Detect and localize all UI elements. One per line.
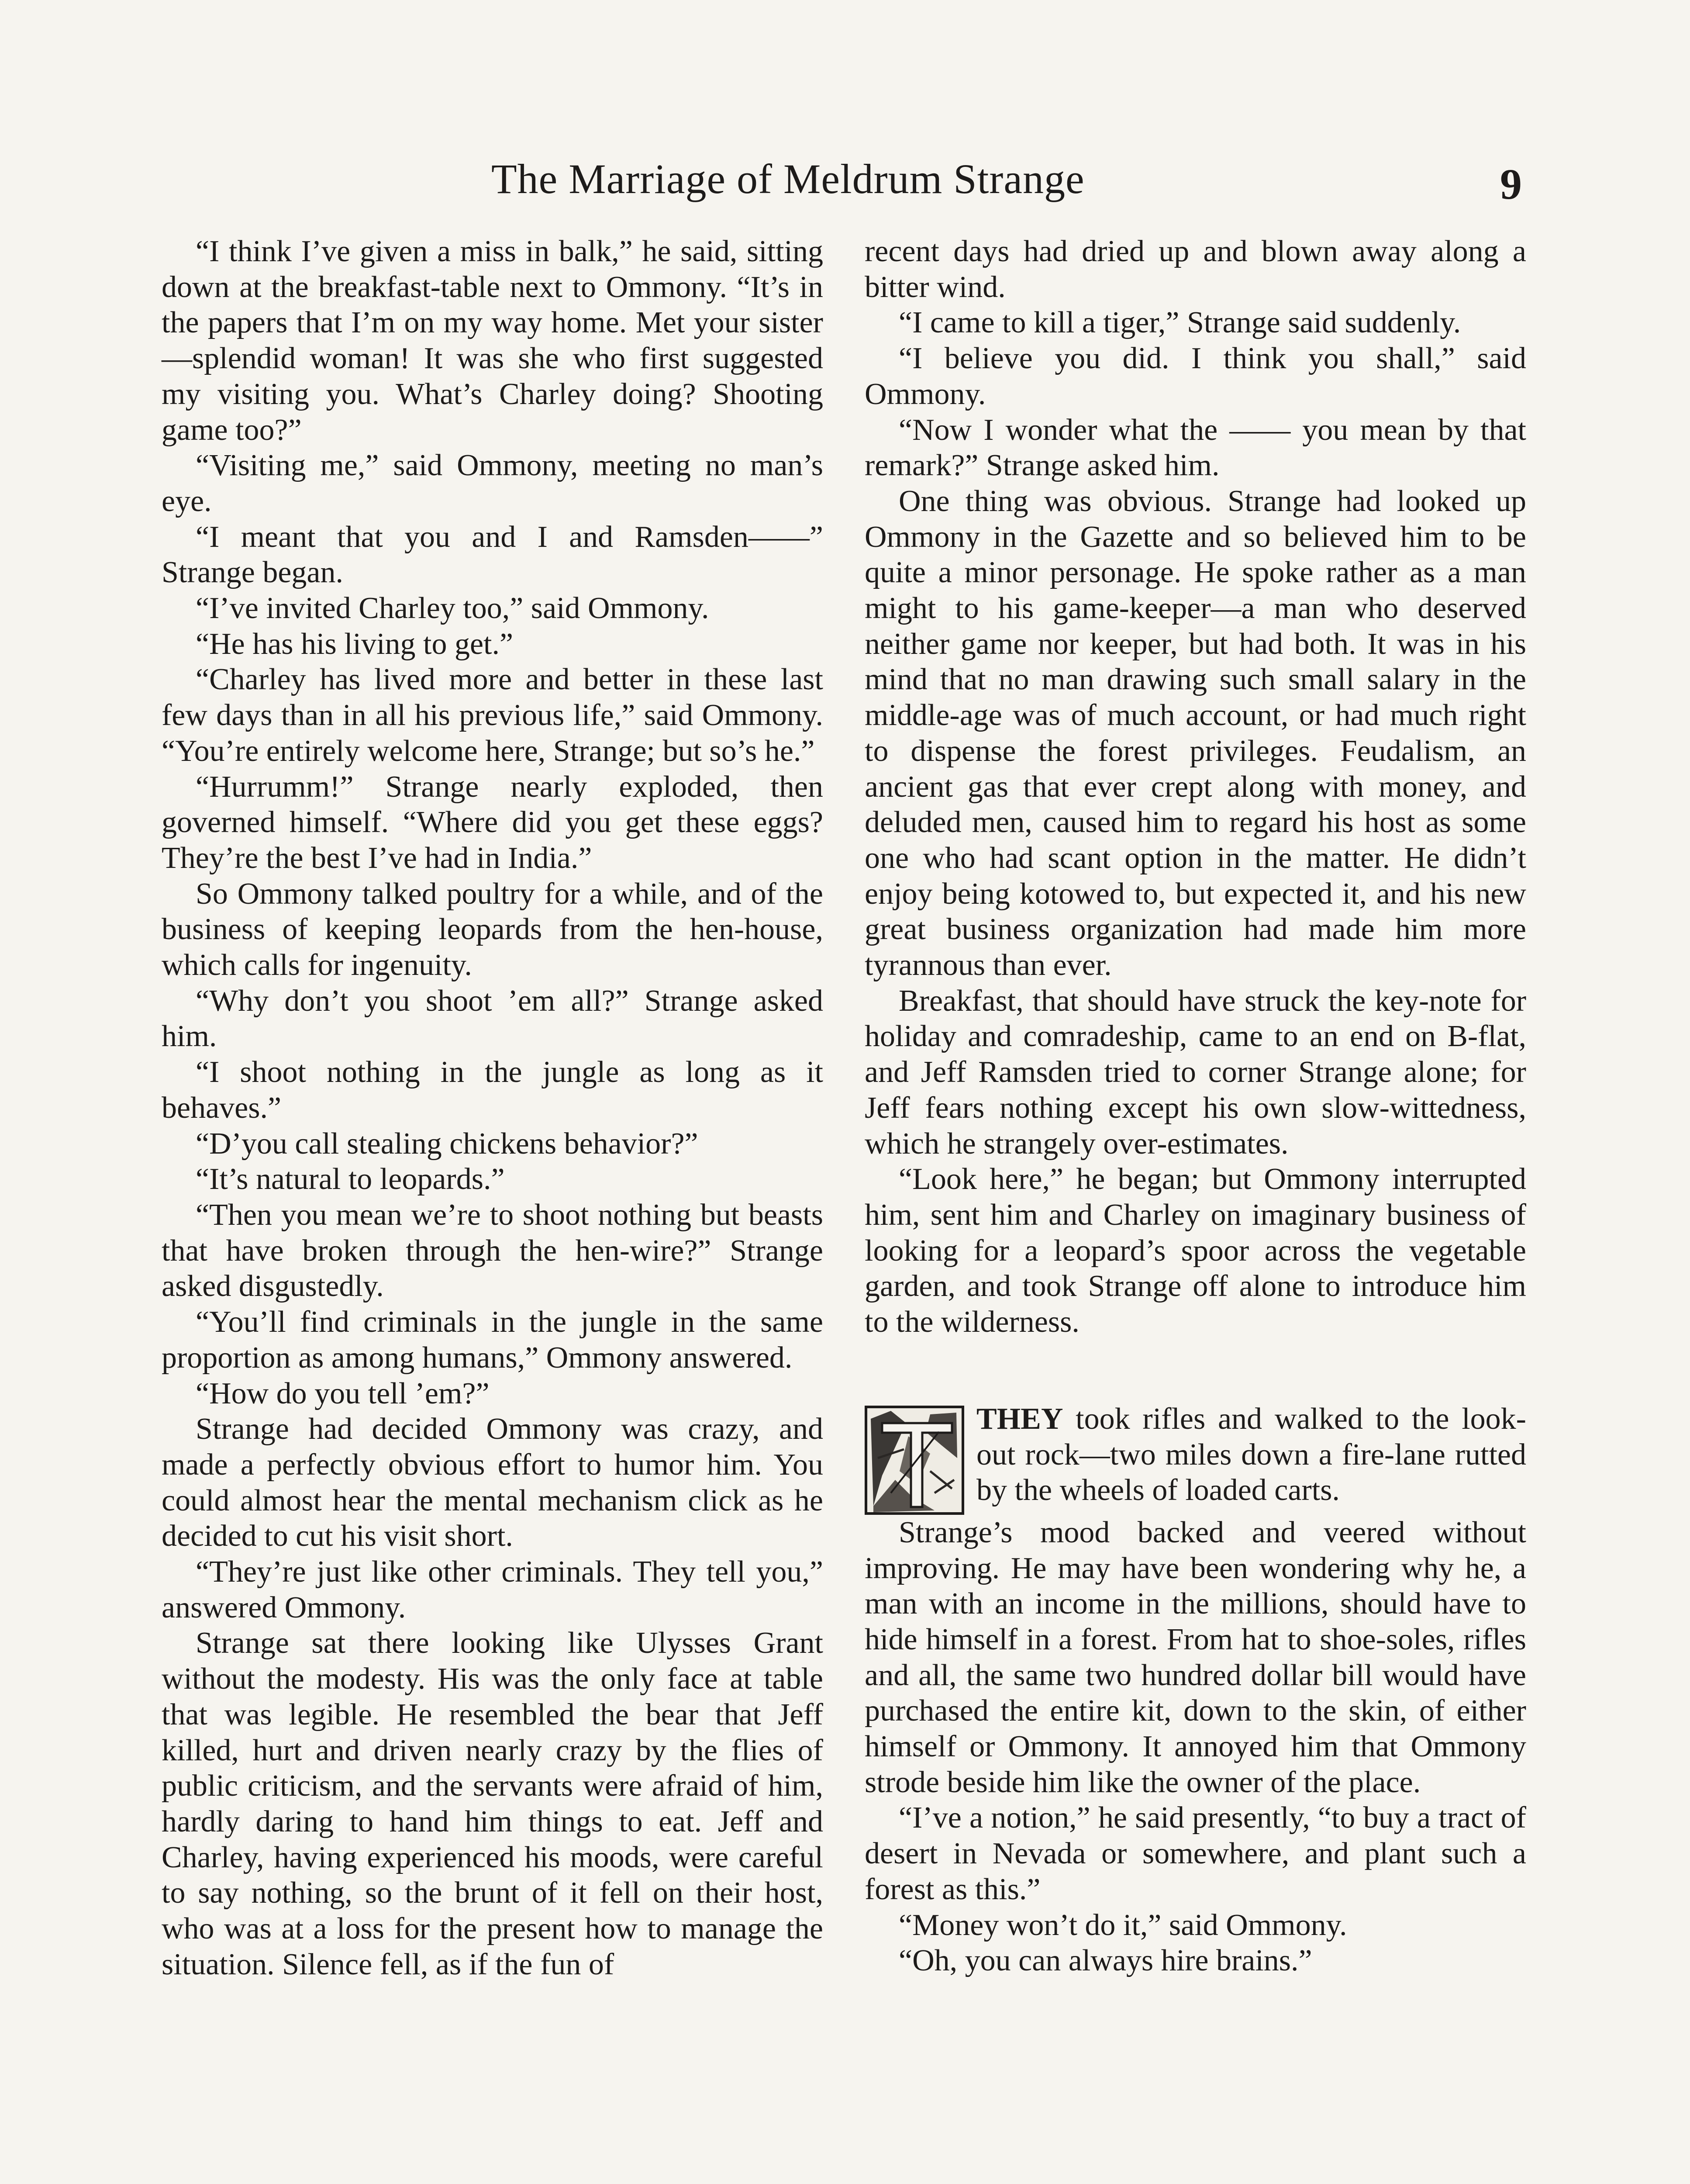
paragraph: “Hurrumm!” Strange nearly exploded, then governed himself. “Where did you get these eggs? They’re the best I’ve had in India.” [162, 770, 823, 875]
paragraph: “Charley has lived more and better in these last few days than in all his previous life,” said Ommony. “You’re entirely welcome here, Strange; but so’s he.” [162, 663, 823, 768]
paragraph: “Money won’t do it,” said Ommony. [899, 1908, 1347, 1942]
paragraph: “Now I wonder what the —— you mean by that remark?” Strange asked him. [865, 413, 1526, 483]
paragraph: “Visiting me,” said Ommony, meeting no man’s eye. [162, 449, 823, 518]
page-header [0, 144, 1690, 214]
paragraph: “Look here,” he began; but Ommony interrupted him, sent him and Charley on imaginary business of looking for a leopard’s spoor across the vegetable garden, and took Strange off alone to introduce him to the wilderness. [865, 1162, 1526, 1339]
paragraph: “I meant that you and I and Ramsden——” Strange began. [162, 520, 823, 590]
paragraph: “Oh, you can always hire brains.” [899, 1944, 1312, 1978]
dropcap-woodcut-icon [865, 1406, 964, 1515]
lead-word: THEY [976, 1402, 1063, 1436]
running-title: The Marriage of Meldrum Strange [491, 156, 1085, 202]
paragraph: “I shoot nothing in the jungle as long as it behaves.” [162, 1055, 823, 1125]
section-break [865, 1340, 1526, 1401]
paragraph: Strange had decided Ommony was crazy, and made a perfectly obvious effort to humor him. You could almost hear the mental mechanism click as he decided to cut his visit short. [162, 1412, 823, 1553]
left-column [162, 234, 823, 1982]
paragraph: Strange’s mood backed and veered without improving. He may have been wondering why he, a man with an income in the millions, should have to hide himself in a forest. From hat to shoe-soles, rifles and all, the same two hundred dollar bill would have purchased the entire kit, down to the skin, of either himself or Ommony. It annoyed him that Ommony strode beside him like the owner of the place. [865, 1515, 1526, 1799]
right-column [865, 234, 1526, 1979]
paragraph: Breakfast, that should have struck the key-note for holiday and comradeship, came to an end on B-flat, and Jeff Ramsden tried to corner Strange alone; for Jeff fears nothing except his own slow-wittedness, which he strangely over-estimates. [865, 984, 1526, 1161]
section-opening-text: took rifles and walked to the look-out rock—two miles down a fire-lane rutted by the wheels of loaded carts. [976, 1402, 1526, 1507]
paragraph: “Why don’t you shoot ’em all?” Strange asked him. [162, 984, 823, 1054]
page-number: 9 [1500, 160, 1522, 208]
paragraph: “I came to kill a tiger,” Strange said suddenly. [899, 306, 1461, 340]
paragraph: “I believe you did. I think you shall,” said Ommony. [865, 342, 1526, 411]
paragraph: “I’ve a notion,” he said presently, “to buy a tract of desert in Nevada or somewhere, and plant such a forest as this.” [865, 1801, 1526, 1906]
paragraph: “They’re just like other criminals. They tell you,” answered Ommony. [162, 1555, 823, 1624]
decorative-dropcap-t [865, 1406, 964, 1515]
paragraph: “I’ve invited Charley too,” said Ommony. [196, 591, 709, 625]
paragraph: “You’ll find criminals in the jungle in the same proportion as among humans,” Ommony answered. [162, 1305, 823, 1375]
paragraph: “D’you call stealing chickens behavior?” [196, 1127, 698, 1161]
paragraph: So Ommony talked poultry for a while, and of the business of keeping leopards from the hen-house, which calls for ingenuity. [162, 877, 823, 982]
paragraph: “How do you tell ’em?” [196, 1376, 490, 1410]
section-opening-paragraph [865, 1401, 1526, 1515]
paragraph: One thing was obvious. Strange had looked up Ommony in the Gazette and so believed him to be quite a minor personage. He spoke rather as a man might to his game-keeper—a man who deserved neither game nor keeper, but had both. It was in his mind that no man drawing such small salary in the middle-age was of much account, or had much right to dispense the forest privileges. Feudalism, an ancient gas that ever crept along with money, and deluded men, caused him to regard his host as some one who had scant option in the matter. He didn’t enjoy being kotowed to, but expected it, and his new great business organization had made him more tyrannous than ever. [865, 484, 1526, 982]
paragraph: “Then you mean we’re to shoot nothing but beasts that have broken through the hen-wire?” Strange asked disgustedly. [162, 1198, 823, 1303]
paragraph: “He has his living to get.” [196, 627, 514, 661]
paragraph: “It’s natural to leopards.” [196, 1162, 505, 1196]
paragraph: “I think I’ve given a miss in balk,” he said, sitting down at the breakfast-table next to Ommony. “It’s in the papers that I’m on my way home. Met your sister—splendid woman! It was she who first suggested my visiting you. What’s Charley doing? Shooting game too?” [162, 235, 823, 447]
paragraph: Strange sat there looking like Ulysses Grant without the modesty. His was the only face at table that was legible. He resembled the bear that Jeff killed, hurt and driven nearly crazy by the flies of public criticism, and the servants were afraid of him, hardly daring to hand him things to eat. Jeff and Charley, having experienced his moods, were careful to say nothing, so the brunt of it fell on their host, who was at a loss for the present how to manage the situation. Silence fell, as if the fun of [162, 1626, 823, 1981]
paragraph-continued: recent days had dried up and blown away along a bitter wind. [865, 235, 1526, 304]
